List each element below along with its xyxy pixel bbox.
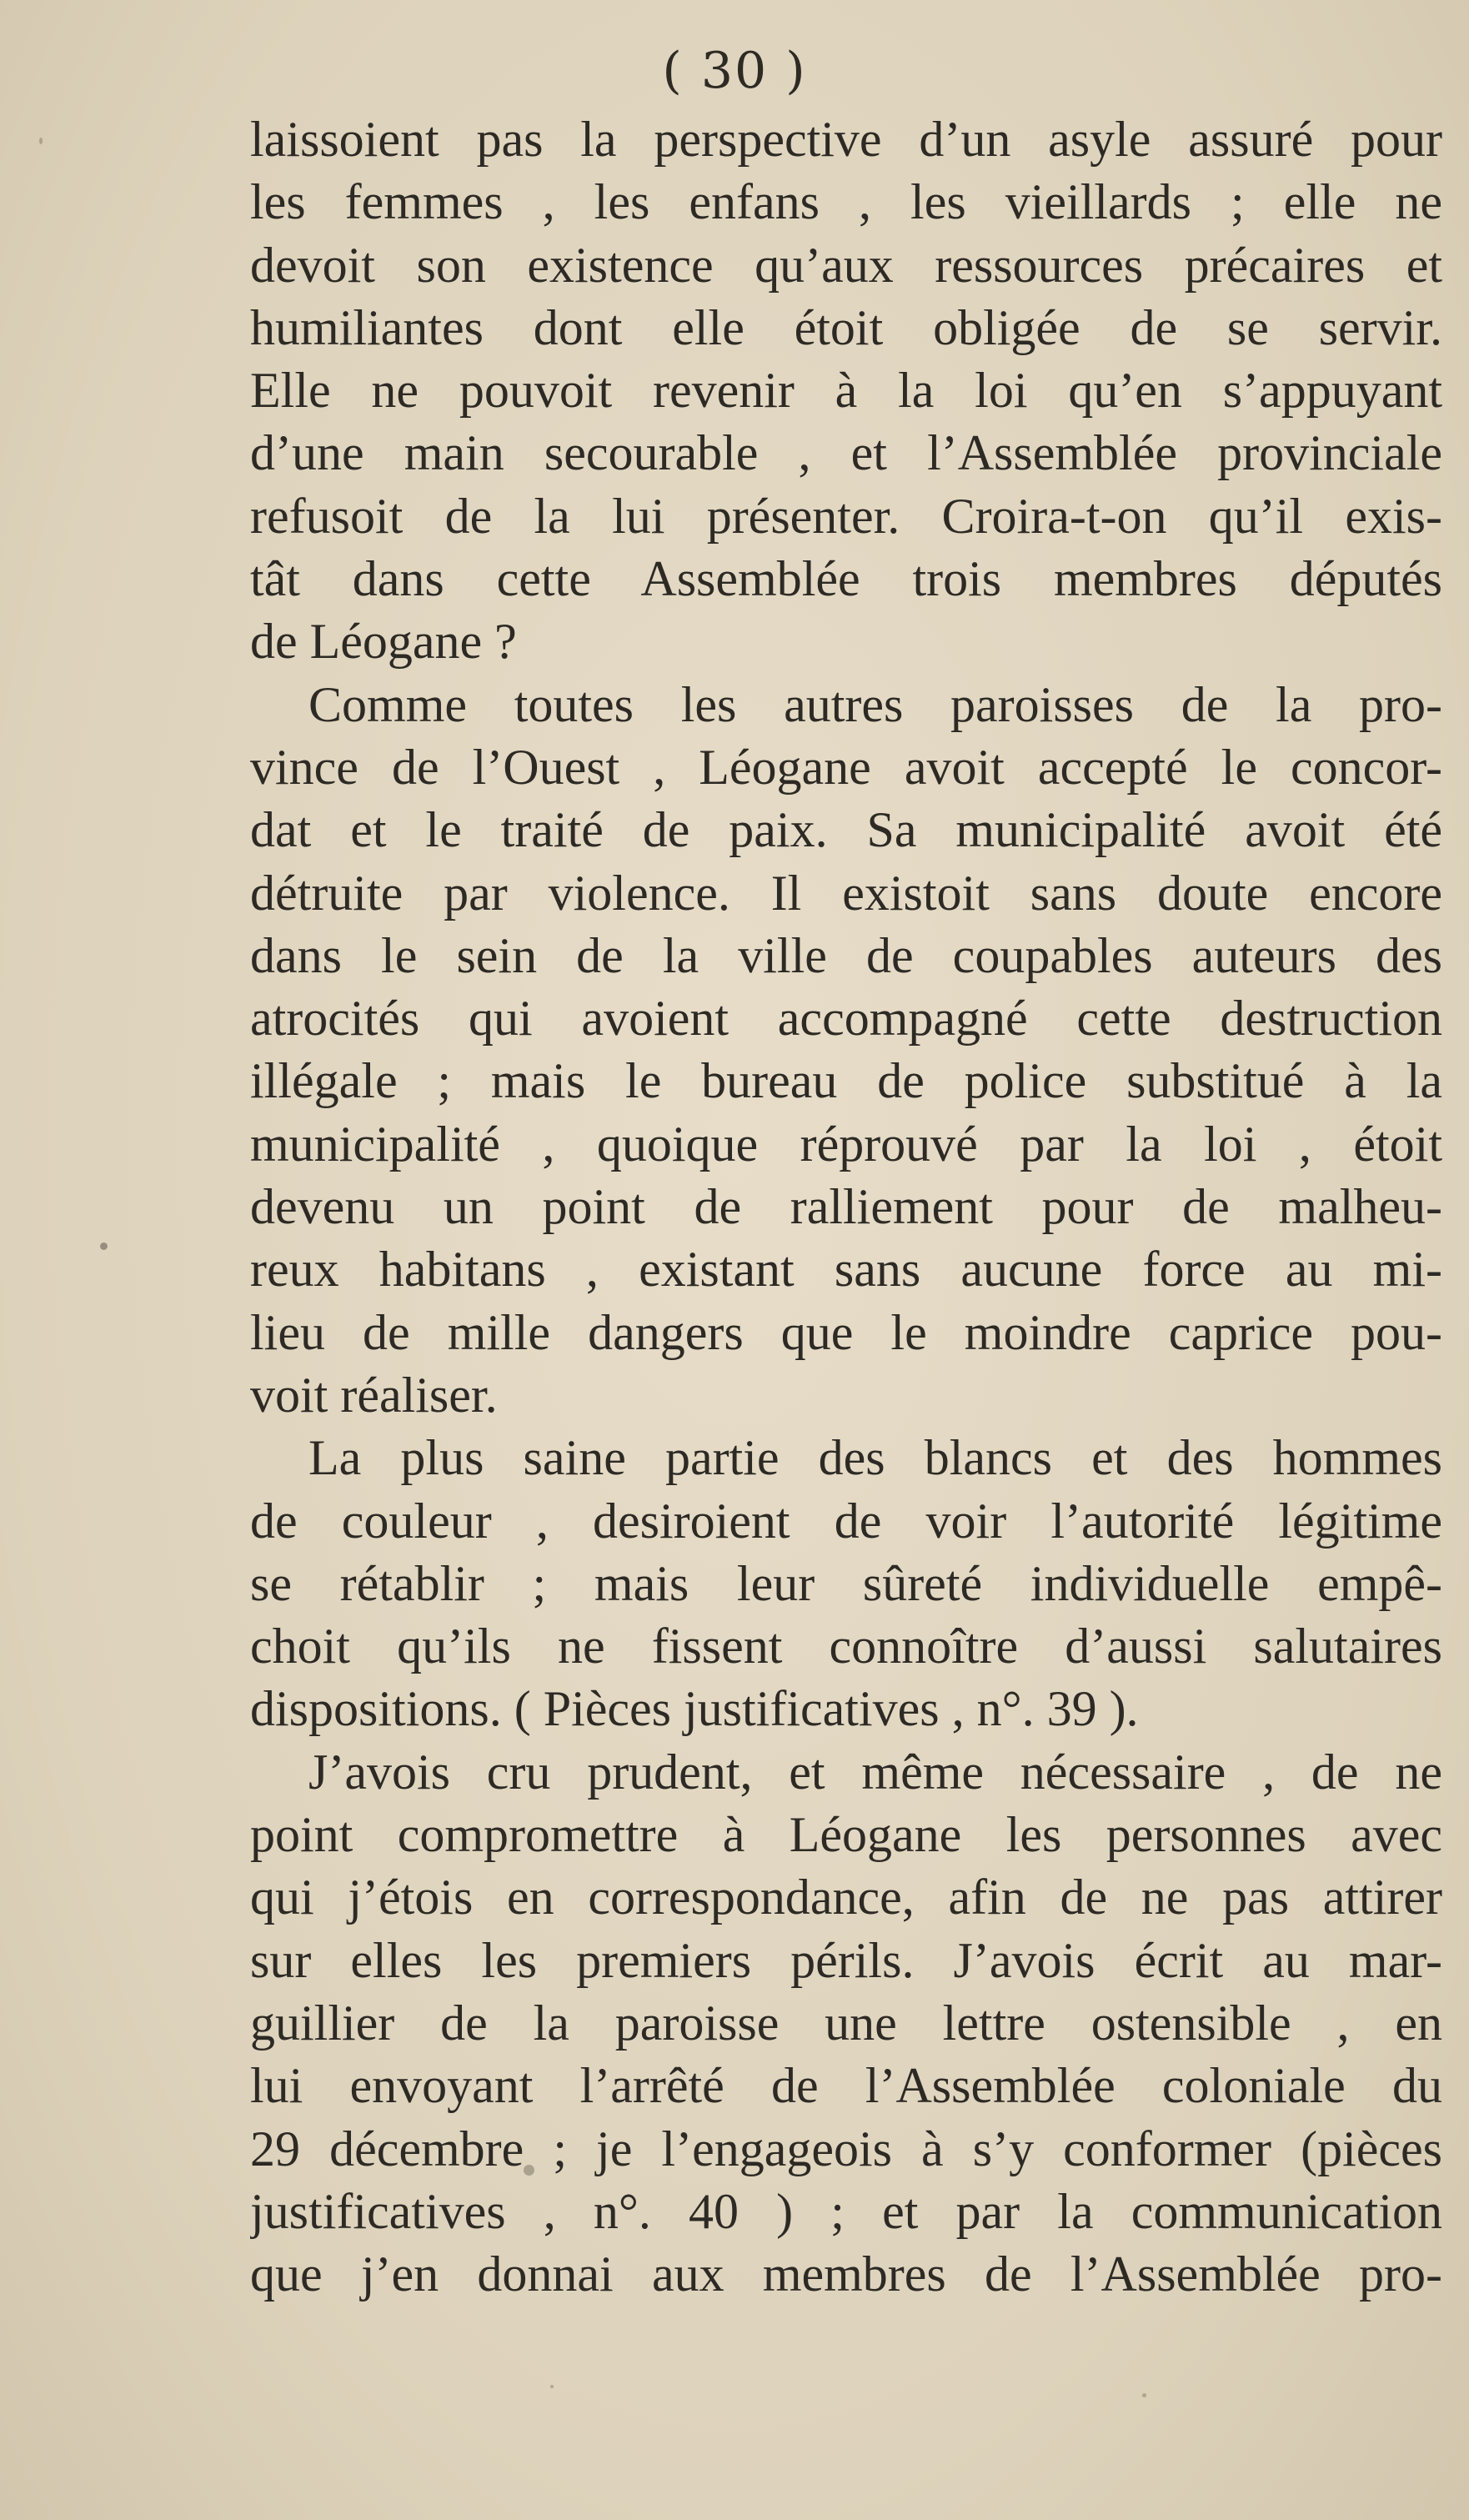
text-line: humiliantes dont elle étoit obligée de se servir. (250, 299, 1442, 355)
text-line: atrocités qui avoient accompagné cette destruction (250, 991, 1442, 1047)
body-text (250, 108, 1442, 2306)
paragraph (250, 108, 1442, 674)
text-line: de Léogane ? (250, 614, 517, 670)
text-line: dispositions. ( Pièces justificatives , n°. 39 ). (250, 1681, 1139, 1737)
text-line: vince de l’Ouest , Léogane avoit accepté le concor- (250, 739, 1442, 795)
paragraph (250, 1741, 1442, 2307)
text-line: justificatives , n°. 40 ) ; et par la communication (250, 2183, 1442, 2239)
text-line: Comme toutes les autres paroisses de la pro- (308, 676, 1442, 732)
text-line: Elle ne pouvoit revenir à la loi qu’en s’appuyant (250, 363, 1442, 419)
text-line: d’une main secourable , et l’Assemblée provinciale (250, 425, 1442, 481)
text-line: J’avois cru prudent, et même nécessaire , de ne (308, 1744, 1442, 1800)
text-line: refusoit de la lui présenter. Croira-t-on qu’il exis- (250, 488, 1442, 544)
text-line: illégale ; mais le bureau de police substitué à la (250, 1053, 1442, 1109)
text-line: guillier de la paroisse une lettre ostensible , en (250, 1995, 1442, 2051)
text-line: voit réaliser. (250, 1367, 498, 1423)
text-line: se rétablir ; mais leur sûreté individuelle empê- (250, 1555, 1442, 1611)
paper-speck (524, 2165, 534, 2176)
text-line: reux habitans , existant sans aucune force au mi- (250, 1242, 1442, 1298)
text-line: dans le sein de la ville de coupables auteurs des (250, 927, 1442, 983)
paper-speck (39, 138, 43, 144)
paper-speck (550, 2385, 554, 2388)
text-line: lieu de mille dangers que le moindre caprice pou- (250, 1304, 1442, 1360)
paragraph (250, 1427, 1442, 1740)
text-line: que j’en donnai aux membres de l’Assemblée pro- (250, 2246, 1442, 2302)
text-line: détruite par violence. Il existoit sans doute encore (250, 865, 1442, 921)
text-line: 29 décembre ; je l’engageois à s’y conformer (pièces (250, 2121, 1442, 2176)
paragraph (250, 674, 1442, 1428)
text-line: devenu un point de ralliement pour de malheu- (250, 1179, 1442, 1235)
text-line: sur elles les premiers périls. J’avois écrit au mar- (250, 1932, 1442, 1988)
text-line: les femmes , les enfans , les vieillards ; elle ne (250, 174, 1442, 230)
text-line: tât dans cette Assemblée trois membres députés (250, 551, 1442, 607)
text-line: devoit son existence qu’aux ressources précaires et (250, 237, 1442, 293)
text-line: lui envoyant l’arrêté de l’Assemblée coloniale du (250, 2058, 1442, 2114)
page-number: ( 30 ) (662, 42, 807, 100)
paper-speck (100, 1242, 108, 1250)
text-line: point compromettre à Léogane les personnes avec (250, 1807, 1442, 1863)
paper-speck (1142, 2393, 1146, 2397)
text-line: de couleur , desiroient de voir l’autorité légitime (250, 1493, 1442, 1549)
text-line: choit qu’ils ne fissent connoître d’aussi salutaires (250, 1619, 1442, 1674)
text-line: laissoient pas la perspective d’un asyle assuré pour (250, 112, 1442, 167)
text-line: La plus saine partie des blancs et des hommes (308, 1430, 1442, 1486)
text-line: municipalité , quoique réprouvé par la loi , étoit (250, 1116, 1442, 1172)
text-line: qui j’étois en correspondance, afin de ne pas attirer (250, 1870, 1442, 1925)
text-line: dat et le traité de paix. Sa municipalité avoit été (250, 802, 1442, 858)
